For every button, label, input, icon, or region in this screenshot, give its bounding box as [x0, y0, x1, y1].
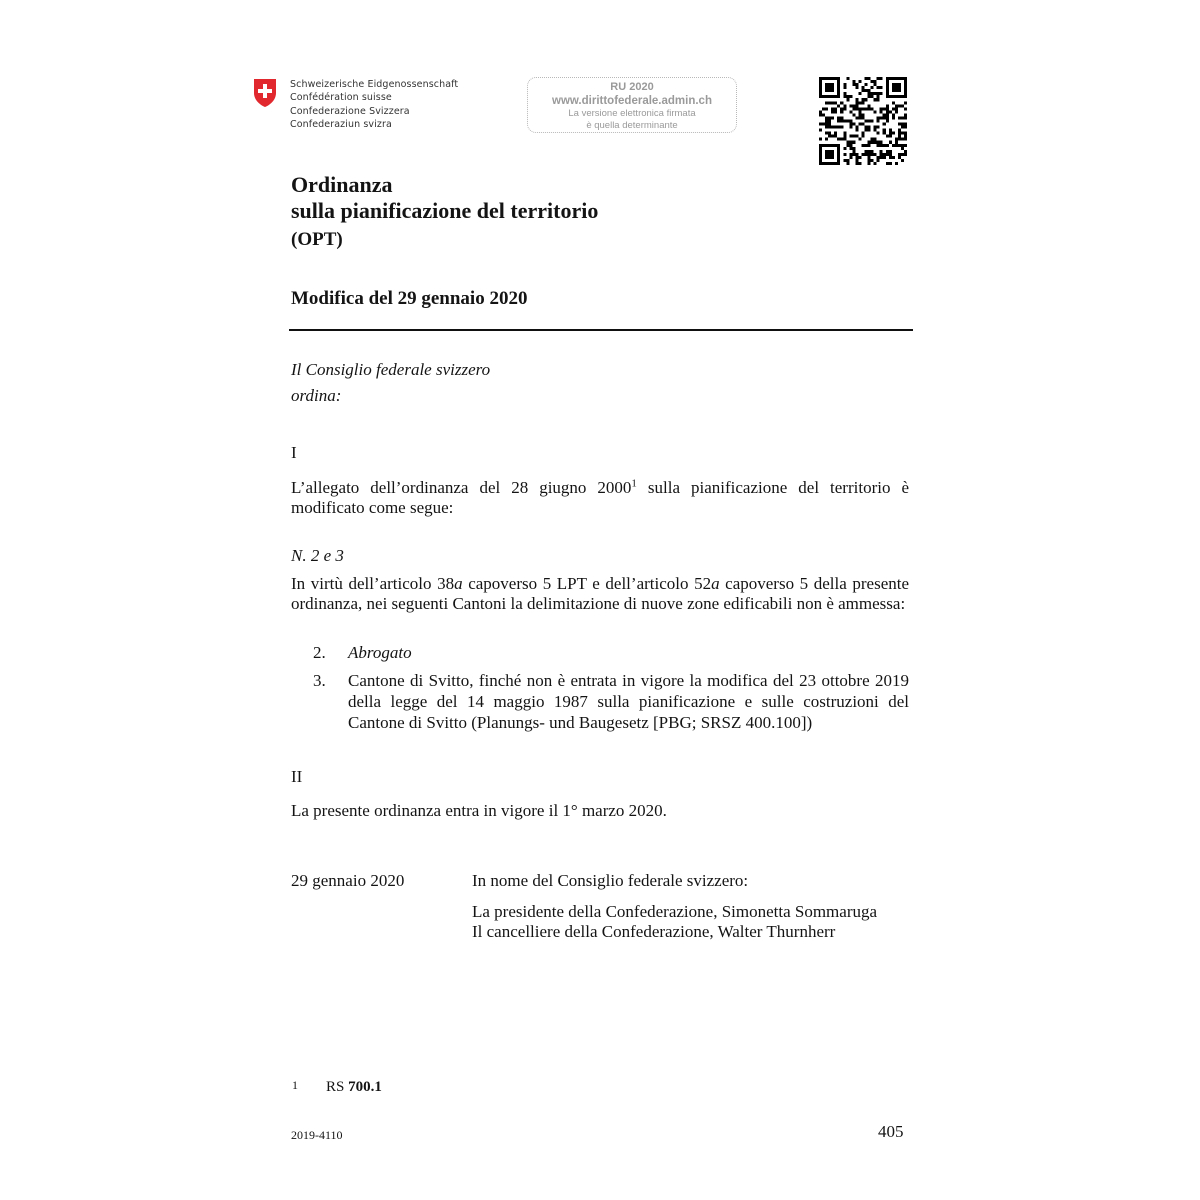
- document-id: 2019-4110: [291, 1128, 343, 1142]
- list-item-text: Abrogato: [348, 643, 412, 662]
- section-1-intro: In virtù dell’articolo 38a capoverso 5 LPT e dell’articolo 52a capoverso 5 della presente ordinanza, nei seguenti Cantoni la delimitazione di nuove zone edificabili non è ammessa:: [291, 574, 910, 613]
- qr-code-icon: [819, 77, 907, 165]
- confederation-line-fr: Confédération suisse: [290, 92, 392, 104]
- signatory-president: La presidente della Confederazione, Simonetta Sommaruga: [472, 902, 878, 921]
- confederation-line-rm: Confederaziun svizra: [290, 118, 392, 130]
- section-numeral-1: I: [291, 443, 297, 462]
- footnote-ref[interactable]: 1: [631, 477, 637, 490]
- footnote-text: RS 700.1: [326, 1079, 382, 1095]
- signature-intro: In nome del Consiglio federale svizzero:: [472, 871, 749, 890]
- stamp-note-2: è quella determinante: [586, 119, 678, 131]
- preamble-ordains: ordina:: [291, 386, 342, 405]
- list-item-number: 3.: [313, 671, 326, 690]
- list-item-text: Cantone di Svitto, finché non è entrata in vigore la modifica del 23 ottobre 2019 della legge del 14 maggio 1987 sulla pianificazione e sulle costruzioni del Cantone di Svitto (Planungs- und Baugesetz [PBG; SRSZ 400.100]): [348, 671, 909, 732]
- swiss-flag-icon: [253, 78, 277, 108]
- amendment-date: Modifica del 29 gennaio 2020: [291, 288, 528, 309]
- title-divider: [289, 329, 913, 331]
- subheading: N. 2 e 3: [291, 546, 344, 565]
- section-1-paragraph: L’allegato dell’ordinanza del 28 giugno 2000$^1$ sulla pianificazione del territorio è modificato come segue:: [291, 477, 909, 517]
- official-stamp: [527, 77, 737, 133]
- title-line-1: Ordinanza: [291, 172, 393, 197]
- confederation-line-it: Confederazione Svizzera: [290, 105, 410, 117]
- confederation-name: [290, 78, 458, 131]
- page-number: 405: [878, 1122, 904, 1141]
- stamp-note-1: La versione elettronica firmata: [568, 108, 696, 119]
- list-item-number: 2.: [313, 643, 326, 662]
- title-abbreviation: (OPT): [291, 229, 343, 250]
- footnote-number: 1: [292, 1078, 298, 1092]
- entry-into-force: La presente ordinanza entra in vigore il 1° marzo 2020.: [291, 801, 667, 820]
- signatories: [472, 902, 877, 942]
- stamp-collection: RU 2020: [610, 81, 654, 93]
- section-numeral-2: II: [291, 767, 303, 786]
- title-line-2: sulla pianificazione del territorio: [291, 198, 599, 223]
- signature-date: 29 gennaio 2020: [291, 871, 405, 890]
- confederation-line-de: Schweizerische Eidgenossenschaft: [290, 79, 459, 90]
- signatory-chancellor: Il cancelliere della Confederazione, Walter Thurnherr: [472, 922, 836, 941]
- document-title: [291, 172, 598, 224]
- preamble-authority: Il Consiglio federale svizzero: [291, 360, 491, 379]
- stamp-url: www.dirittofederale.admin.ch: [552, 95, 712, 107]
